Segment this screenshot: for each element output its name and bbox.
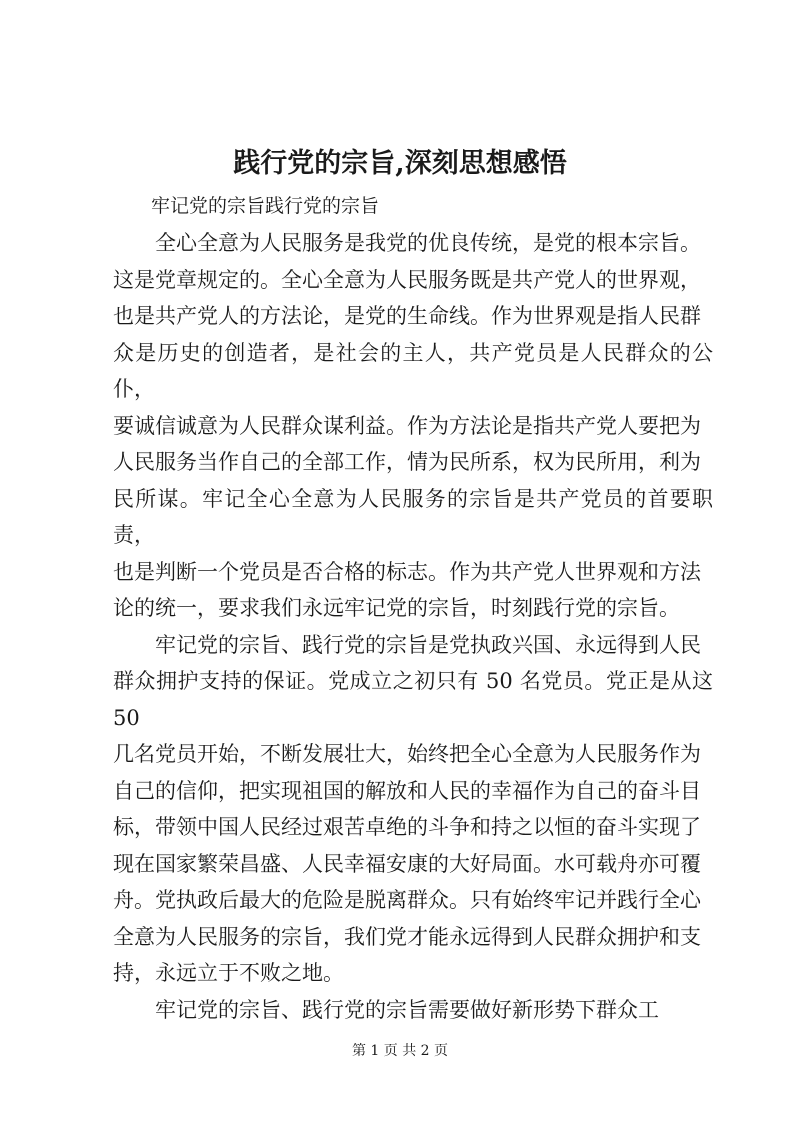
page-footer: 第 1 页 共 2 页 xyxy=(351,1043,449,1059)
document-title: 践行党的宗旨,深刻思想感悟 xyxy=(233,148,567,179)
paragraph-1: 全心全意为人民服务是我党的优良传统，是党的根本宗旨。 这是党章规定的。全心全意为人民服务既是共产党人的世界观， 也是共产党人的方法论，是党的生命线。作为世界观是指人民群 众是历史的创造者，是社会的主人，共产党员是人民群众的公仆， 要诚信诚意为人民群众谋利益。作为方法论是指共产党人要把为 人民服务当作自己的全部工作，情为民所系，权为民所用，利为 民所谋。牢记全心全意为人民服务的宗旨是共产党员的首要职责， 也是判断一个党员是否合格的标志。作为共产党人世界观和方法 论的统一，要求我们永远牢记党的宗旨，时刻践行党的宗旨。 xyxy=(113,231,713,620)
document-body xyxy=(113,187,713,1028)
paragraph-2: 牢记党的宗旨、践行党的宗旨是党执政兴国、永远得到人民 群众拥护支持的保证。党成立之初只有 50 名党员。党正是从这 50 几名党员开始，不断发展壮大，始终把全心全意为人民服务作为 自己的信仰，把实现祖国的解放和人民的幸福作为自己的奋斗目 标，带领中国人民经过艰苦卓绝的斗争和持之以恒的奋斗实现了 现在国家繁荣昌盛、人民幸福安康的大好局面。水可载舟亦可覆 舟。党执政后最大的危险是脱离群众。只有始终牢记并践行全心 全意为人民服务的宗旨，我们党才能永远得到人民群众拥护和支 持，永远立于不败之地。 xyxy=(113,632,713,985)
paragraph-3: 牢记党的宗旨、践行党的宗旨需要做好新形势下群众工 xyxy=(155,997,659,1022)
document-subtitle: 牢记党的宗旨践行党的宗旨 xyxy=(151,195,380,217)
